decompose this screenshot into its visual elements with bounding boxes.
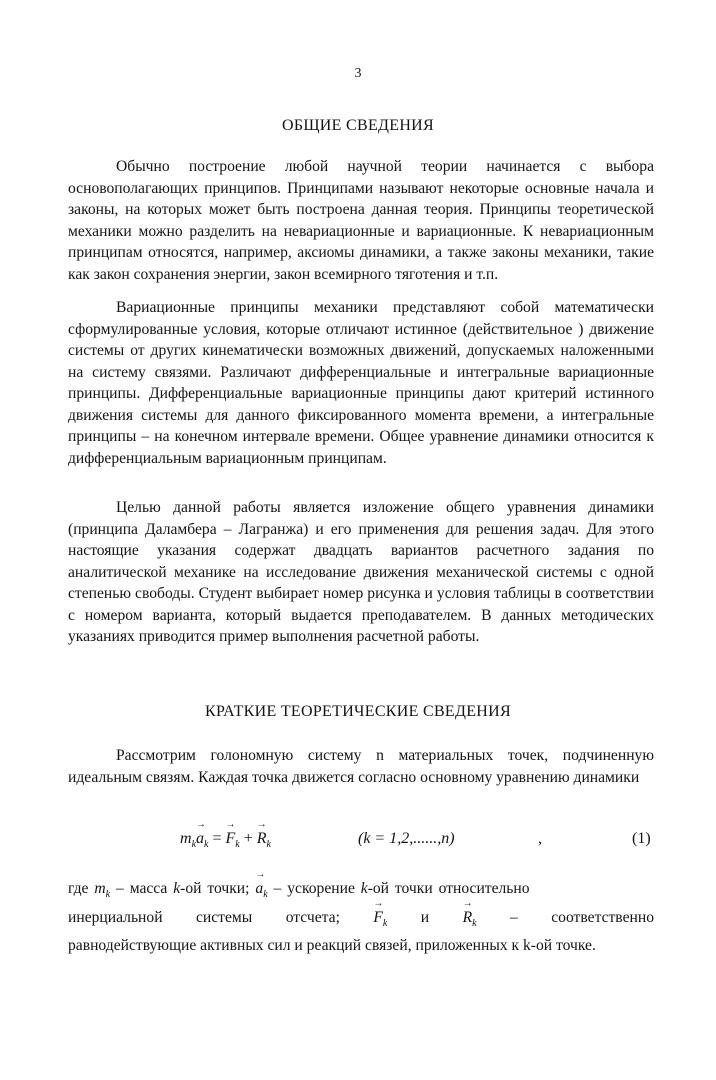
equation-condition: (k = 1,2,......,n) [358,830,455,847]
equation-1 [0,830,716,860]
paragraph-variational: Вариационные принципы механики представляют собой математически сформулированные условия, которые отличают истинное (действительное ) движение системы от других кинематически возможных движений, допускаемых наложенными на систему связями. Различают дифференциальные и интегральные вариационные принципы. Дифференциальные вариационные принципы дают критерий истинного движения системы для данного фиксированного момента времени, а интегральные принципы – на конечном интервале времени. Общее уравнение динамики относится к дифференциальным вариационным принципам. [68,299,654,467]
section-title-general: ОБЩИЕ СВЕДЕНИЯ [282,117,434,134]
definition-line-2: инерциальной системы отсчета; → $F_k$ и → $R_k$ – соответственно [68,909,654,929]
section-title-theory: КРАТКИЕ ТЕОРЕТИЧЕСКИЕ СВЕДЕНИЯ [205,703,511,720]
definition-line-1: где $m_k$ – масса k-ой точки; → $a_k$ – ускорение k-ой точки относительно [68,880,654,900]
page-number: 3 [354,66,362,81]
definition-line-3: равнодействующие активных сил и реакций связей, приложенных к k-ой точке. [68,937,596,954]
equation-comma: , [538,830,542,847]
paragraph-principles: Обычно построение любой научной теории начинается с выбора основополагающих принципов. Принципами называют некоторые основные начала и законы, на которых может быть построена данная теория. Принципы теоретической механики можно разделить на невариационные и вариационные. К невариационным принципам относятся, например, аксиомы динамики, а также законы механики, такие как закон сохранения энергии, закон всемирного тяготения и т.п. [68,158,654,283]
paragraph-purpose: Целью данной работы является изложение общего уравнения динамики (принципа Даламбера – Лагранжа) и его применения для решения задач. Для этого настоящие указания содержат двадцать вариантов расчетного задания по аналитической механике на исследование движения механической системы с одной степенью свободы. Студент выбирает номер рисунка и условия таблицы в соответствии с номером варианта, который выдается преподавателем. В данных методических указаниях приводится пример выполнения расчетной работы. [68,499,654,645]
paragraph-intro: Рассмотрим голономную систему n материальных точек, подчиненную идеальным связям. Каждая точка движется согласно основному уравнению динамики [68,747,654,786]
equation-number: (1) [632,830,651,847]
equation-expression: $m_k\to a_k$ = → $F_k$ + → $R_k$ [180,830,271,850]
